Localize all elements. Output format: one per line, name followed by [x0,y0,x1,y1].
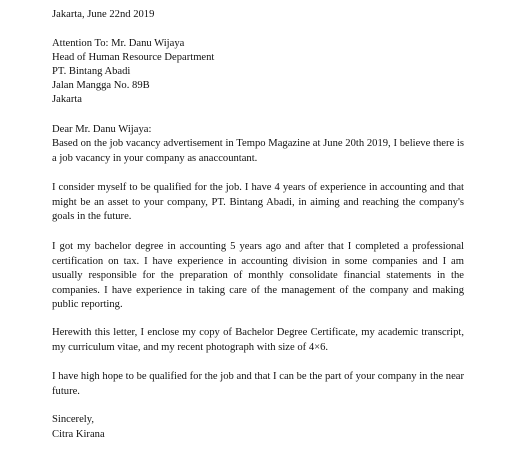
address-city: Jakarta [52,94,82,105]
paragraph-hope: I have high hope to be qualified for the job and that I can be the part of your company in the near future. [52,371,464,397]
address-attention: Attention To: Mr. Danu Wijaya [52,38,185,49]
address-street: Jalan Mangga No. 89B [52,80,150,91]
closing: Sincerely, [52,414,94,425]
letter-date: Jakarta, June 22nd 2019 [52,9,155,20]
salutation: Dear Mr. Danu Wijaya: [52,124,152,135]
paragraph-qualification: I consider myself to be qualified for the job. I have 4 years of experience in accounting and that might be an asset to your company, PT. Bintang Abadi, in aiming and reaching the company's goals in the future. [52,182,464,223]
paragraph-intro: Based on the job vacancy advertisement in Tempo Magazine at June 20th 2019, I believe there is a job vacancy in your company as anaccountant. [52,138,464,164]
paragraph-experience: I got my bachelor degree in accounting 5 years ago and after that I completed a professional certification on tax. I have experience in accounting division in some companies and I am usually responsible for the preparation of monthly consolidate financial statements in the companies. I have experience in taking care of the management of the company and making public reporting. [52,241,464,311]
address-position: Head of Human Resource Department [52,52,215,63]
signature-name: Citra Kirana [52,429,105,440]
address-company: PT. Bintang Abadi [52,66,131,77]
paragraph-enclosures: Herewith this letter, I enclose my copy of Bachelor Degree Certificate, my academic transcript, my curriculum vitae, and my recent photograph with size of 4×6. [52,327,464,353]
